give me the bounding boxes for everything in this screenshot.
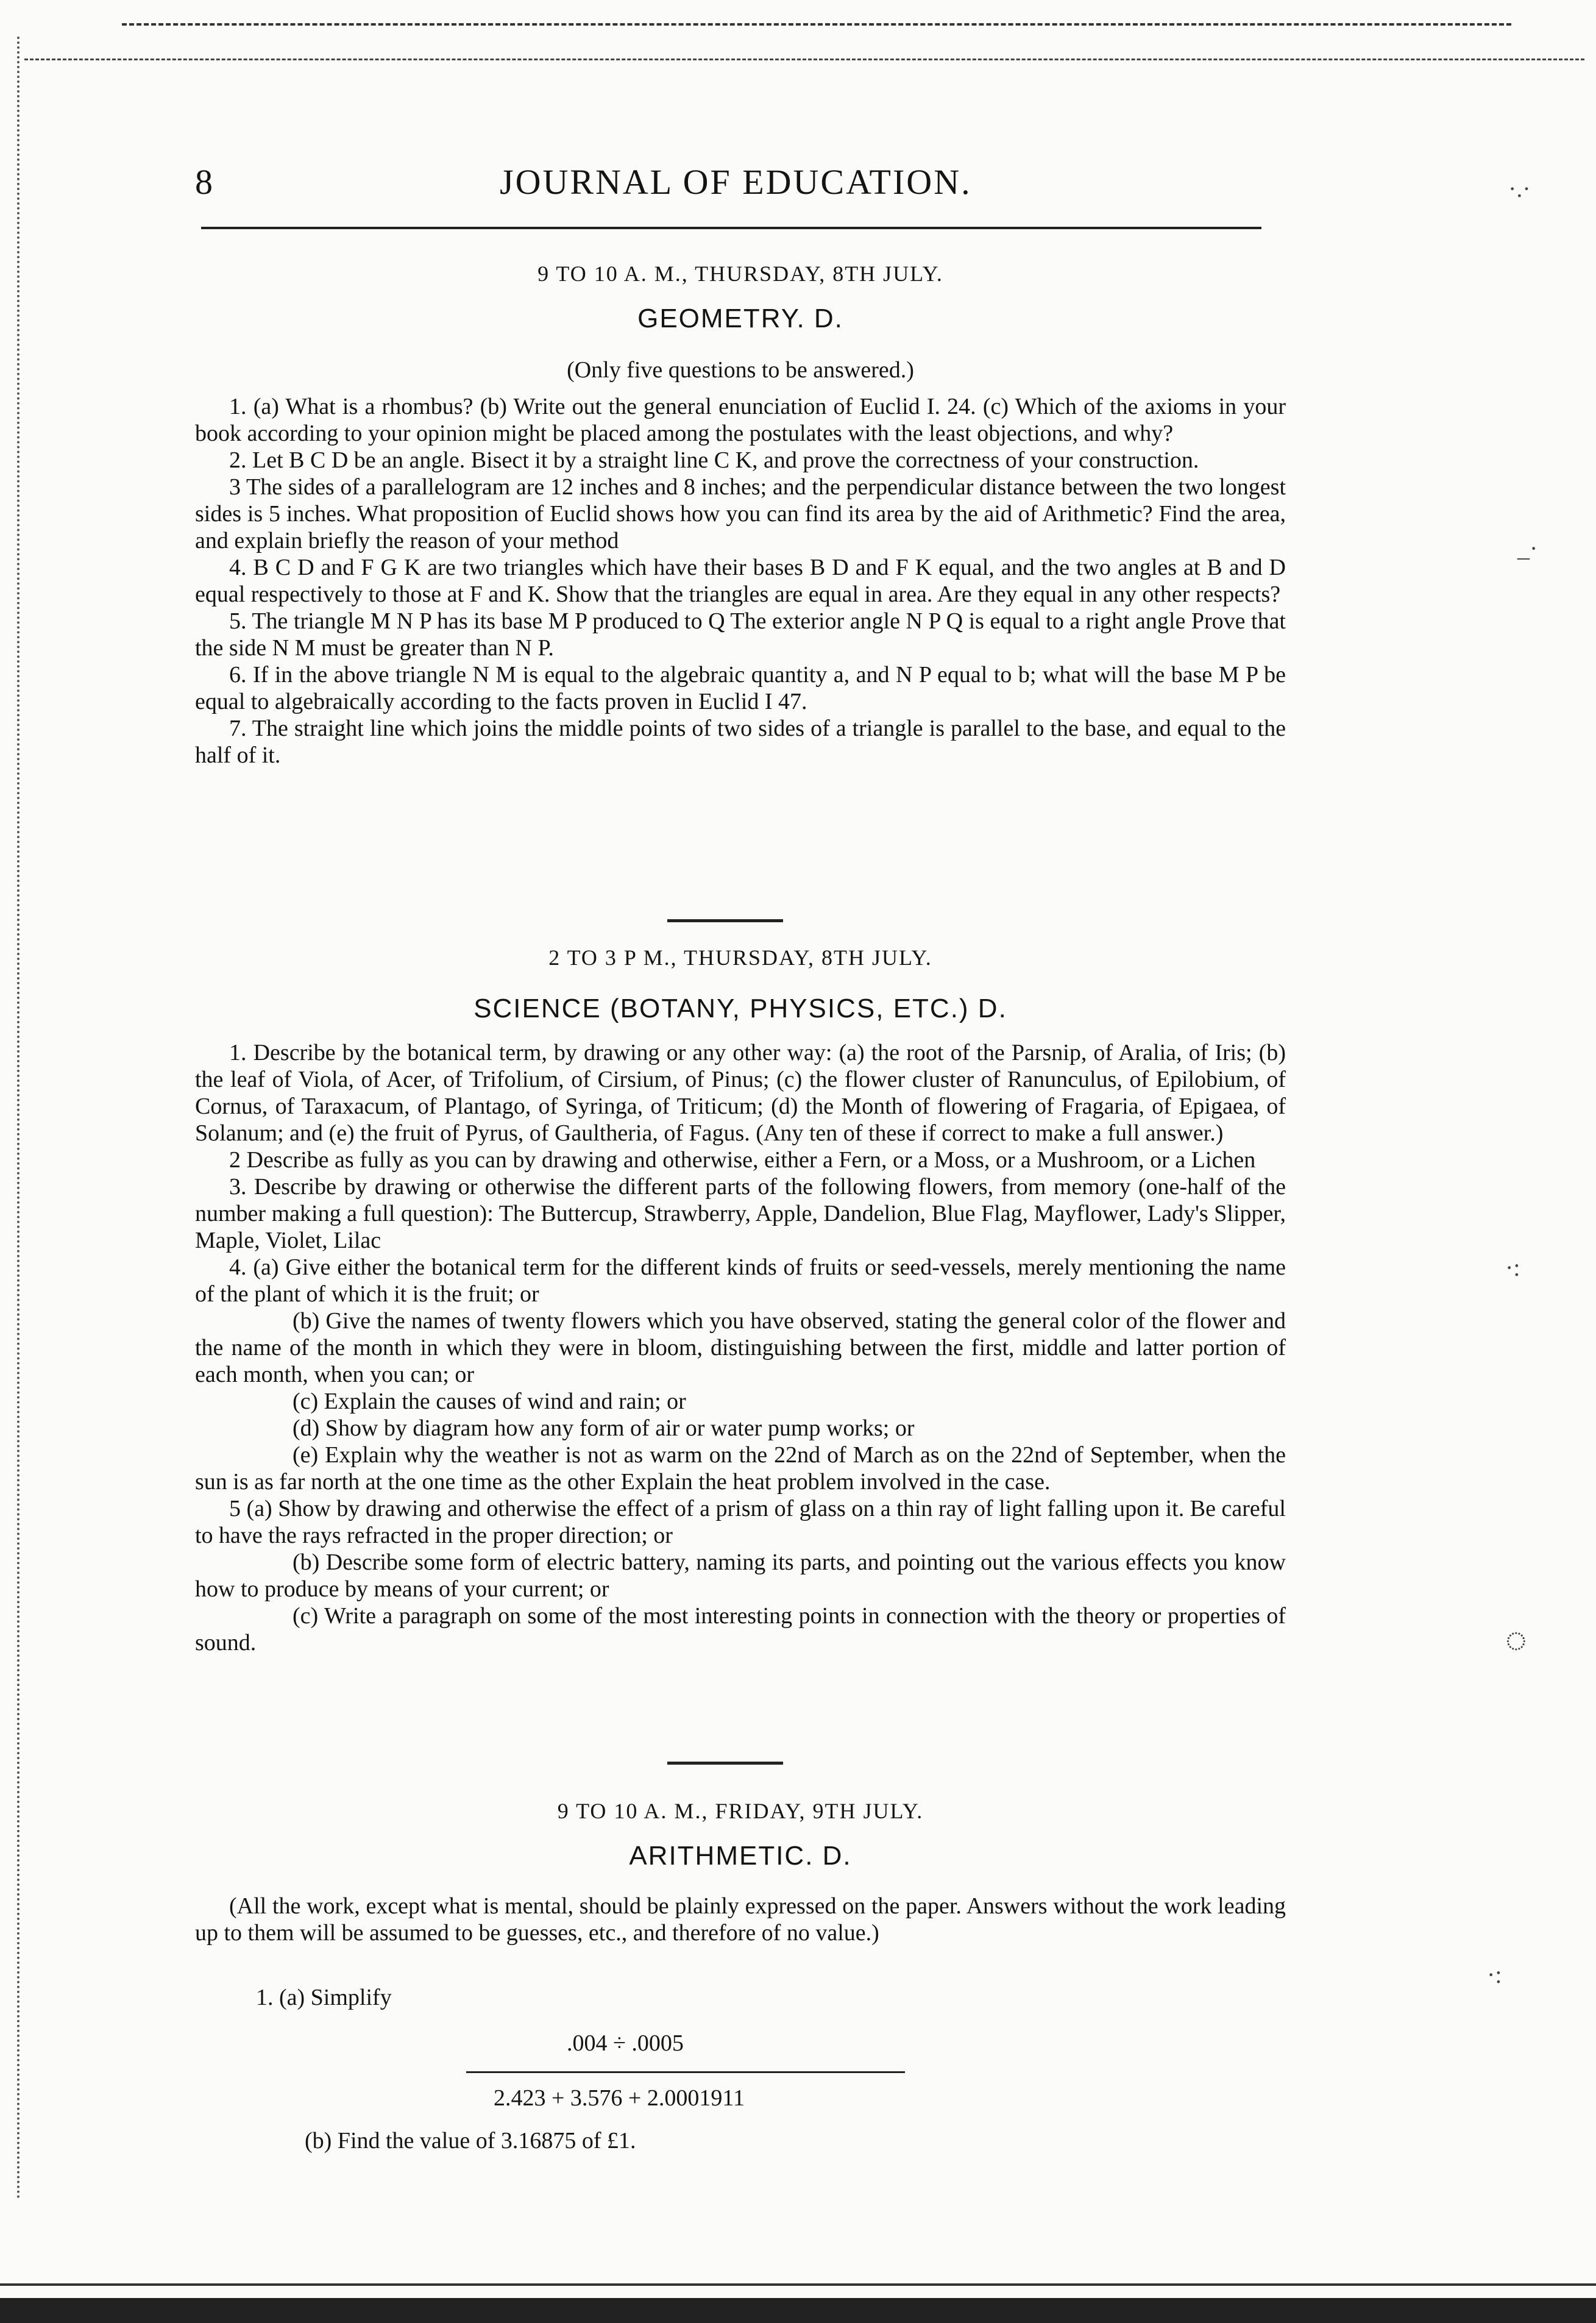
instructions-text: (All the work, except what is mental, should be plainly expressed on the paper. Answers without the work leading up to them will be assumed to be guesses, etc., and therefore of no value.) — [195, 1893, 1286, 1946]
question: 2. Let B C D be an angle. Bisect it by a straight line C K, and prove the correctness of your construction. — [229, 447, 1199, 473]
section-divider — [667, 1762, 783, 1765]
question-1b: (b) Find the value of 3.16875 of £1. — [305, 2128, 636, 2154]
section-divider — [667, 919, 783, 922]
geometry-instructions: (Only five questions to be answered.) — [567, 357, 914, 383]
question: 1. (a) What is a rhombus? (b) Write out the general enunciation of Euclid I. 24. (c) Which of the axioms in your book according to your opinion might be placed among the postulates with the least objections, and why? — [195, 394, 1286, 446]
question: 2 Describe as fully as you can by drawing and otherwise, either a Fern, or a Moss, or a Mushroom, or a Lichen — [229, 1147, 1256, 1173]
question-part: (b) Give the names of twenty flowers which you have observed, stating the general color of the flower and the name of the month in which they were in bloom, distinguishing between the first, middle and latter portion of each month, when you can; or — [195, 1308, 1286, 1387]
geometry-subject: GEOMETRY. D. — [637, 304, 843, 333]
arithmetic-session: 9 TO 10 A. M., FRIDAY, 9TH JULY. — [557, 1799, 924, 1823]
question: 6. If in the above triangle N M is equal to the algebraic quantity a, and N P equal to b; what will the base M P be equal to algebraically according to the facts proven in Euclid I 47. — [195, 662, 1286, 714]
margin-speck: ·: — [1487, 1961, 1502, 1988]
question: 5 (a) Show by drawing and otherwise the effect of a prism of glass on a thin ray of light falling upon it. Be careful to have the rays refracted in the proper direction; or — [195, 1496, 1286, 1548]
top-border-dashes — [122, 23, 1511, 26]
question: 4. B C D and F G K are two triangles which have their bases B D and F K equal, and the two angles at B and D equal respectively to those at F and K. Show that the triangles are equal in area. Are they equal in any other respects? — [195, 555, 1286, 607]
margin-speck: ·.· — [1508, 175, 1531, 202]
question: 4. (a) Give either the botanical term for the different kinds of fruits or seed-vessels, merely mentioning the name of the plant of which it is the fruit; or — [195, 1254, 1286, 1307]
margin-speck: _· — [1517, 535, 1538, 562]
question-part: (b) Describe some form of electric battery, naming its parts, and pointing out the various effects you know how to produce by means of your current; or — [195, 1549, 1286, 1602]
question: 1. Describe by the botanical term, by drawing or any other way: (a) the root of the Parsnip, of Aralia, of Iris; (b) the leaf of Viola, of Acer, of Trifolium, of Cirsium, of Pinus; (c) the flower cluster of Ranunculus, of Epilobium, of Cornus, of Taraxacum, of Plantago, of Syringa, of Triticum; (d) the Month of flowering of Fragaria, of Epigaea, of Solanum; and (e) the fruit of Pyrus, of Gaultheria, of Fagus. (Any ten of these if correct to make a full answer.) — [195, 1040, 1286, 1146]
page-number: 8 — [195, 162, 213, 202]
question: 3 The sides of a parallelogram are 12 inches and 8 inches; and the perpendicular distance between the two longest sides is 5 inches. What proposition of Euclid shows how you can find its area by the aid of Arithmetic? Find the area, and explain briefly the reason of your method — [195, 474, 1286, 553]
fraction-denominator: 2.423 + 3.576 + 2.0001911 — [494, 2085, 745, 2111]
question: 7. The straight line which joins the middle points of two sides of a triangle is parallel to the base, and equal to the half of it. — [195, 716, 1286, 768]
geometry-session: 9 TO 10 A. M., THURSDAY, 8TH JULY. — [537, 261, 943, 286]
arithmetic-instructions — [195, 1893, 1286, 1946]
page-header — [195, 162, 1280, 210]
question: 5. The triangle M N P has its base M P produced to Q The exterior angle N P Q is equal to a right angle Prove that the side N M must be greater than N P. — [195, 608, 1286, 661]
question-part: (c) Explain the causes of wind and rain; or — [293, 1389, 686, 1414]
bottom-rule — [0, 2283, 1596, 2286]
geometry-questions — [195, 393, 1286, 769]
bottom-scan-edge — [0, 2298, 1596, 2323]
journal-title: JOURNAL OF EDUCATION. — [500, 162, 972, 202]
fraction-bar — [466, 2071, 905, 2073]
question-part: (c) Write a paragraph on some of the most interesting points in connection with the theory or properties of sound. — [195, 1603, 1286, 1656]
header-rule — [201, 227, 1261, 229]
left-page-edge — [17, 37, 20, 2200]
science-subject: SCIENCE (BOTANY, PHYSICS, ETC.) D. — [473, 994, 1007, 1023]
question: 3. Describe by drawing or otherwise the different parts of the following flowers, from memory (one-half of the number making a full question): The Buttercup, Strawberry, Apple, Dandelion, Blue Flag, Mayflower, Lady's Slipper, Maple, Violet, Lilac — [195, 1174, 1286, 1253]
top-border-dashes-lower — [24, 59, 1584, 60]
margin-speck: ◌ — [1505, 1620, 1527, 1660]
question-part: (e) Explain why the weather is not as warm on the 22nd of March as on the 22nd of September, when the sun is as far north at the one time as the other Explain the heat problem involved in the case. — [195, 1442, 1286, 1495]
arithmetic-subject: ARITHMETIC. D. — [629, 1841, 852, 1871]
question-1a-label: 1. (a) Simplify — [256, 1985, 392, 2010]
question-part: (d) Show by diagram how any form of air or water pump works; or — [293, 1415, 915, 1441]
science-questions — [195, 1039, 1286, 1656]
fraction-numerator: .004 ÷ .0005 — [567, 2030, 684, 2056]
science-session: 2 TO 3 P M., THURSDAY, 8TH JULY. — [548, 945, 932, 970]
margin-speck: ·: — [1505, 1254, 1520, 1281]
